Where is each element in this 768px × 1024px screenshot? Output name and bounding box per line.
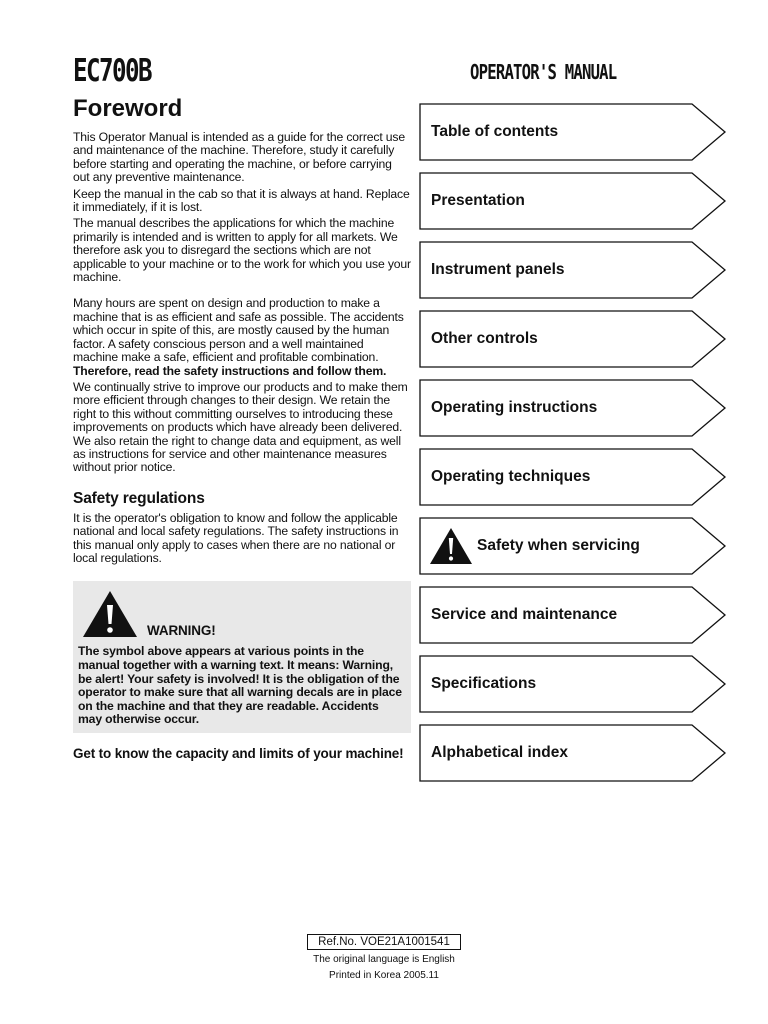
tab-label: Alphabetical index bbox=[431, 744, 568, 761]
tab-alphabetical-index[interactable] bbox=[419, 724, 727, 782]
tab-instrument-panels[interactable] bbox=[419, 241, 727, 299]
tab-presentation[interactable] bbox=[419, 172, 727, 230]
warning-triangle-icon bbox=[81, 589, 139, 639]
tab-label: Other controls bbox=[431, 330, 538, 347]
warning-triangle-icon bbox=[429, 527, 473, 565]
foreword-paragraph: The manual describes the applications for which the machine primarily is intended and is written to apply for all markets. We therefore ask you to disregard the sections which are not applicable to your machine or to the work for which you use your machine. bbox=[73, 216, 411, 285]
manual-title: OPERATOR'S MANUAL bbox=[470, 60, 617, 84]
foreword-column bbox=[73, 131, 411, 762]
tab-label: Presentation bbox=[431, 192, 525, 209]
language-note: The original language is English bbox=[313, 954, 455, 965]
tab-label: Table of contents bbox=[431, 123, 559, 140]
foreword-paragraph: We continually strive to improve our products and to make them more efficient through changes to their design. We retain the right to this without committing ourselves to introducing these improvements on products which have already been delivered. We also retain the right to change data and equipment, as well as instructions for service and other maintenance measures without prior notice. bbox=[73, 379, 408, 475]
foreword-title: Foreword bbox=[73, 95, 183, 122]
foreword-paragraph: This Operator Manual is intended as a guide for the correct use and maintenance of the machine. Therefore, study it carefully before starting and operating the machine, or before carrying out any preventive maintenance. bbox=[73, 130, 405, 185]
tab-label: Specifications bbox=[431, 675, 537, 692]
tab-other-controls[interactable] bbox=[419, 310, 727, 368]
chapter-navigation bbox=[419, 103, 727, 793]
foreword-emphasis: Therefore, read the safety instructions and follow them. bbox=[73, 363, 387, 378]
model-title: EC700B bbox=[73, 53, 151, 89]
reference-number: Ref.No. VOE21A1001541 bbox=[307, 934, 461, 950]
safety-title: Safety regulations bbox=[73, 489, 205, 507]
print-note: Printed in Korea 2005.11 bbox=[329, 970, 439, 981]
closing-statement: Get to know the capacity and limits of your machine! bbox=[73, 745, 404, 761]
foreword-paragraph: Keep the manual in the cab so that it is always at hand. Replace it immediately, if it is lost. bbox=[73, 186, 410, 215]
foreword-paragraph bbox=[73, 297, 411, 377]
safety-text: It is the operator's obligation to know and follow the applicable national and local safety regulations. The safety instructions in this manual only apply to cases when there are no national or local regulations. bbox=[73, 510, 399, 566]
tab-label: Instrument panels bbox=[431, 261, 565, 278]
warning-text: The symbol above appears at various points in the manual together with a warning text. It means: Warning, be alert! Your safety is involved! It is the obligation of the operator to make sure that all warning decals are in place on the machine and that they are readable. Accidents may otherwise occur. bbox=[78, 644, 402, 727]
foreword-paragraph-text: Many hours are spent on design and production to make a machine that is as efficient and safe as possible. The accidents which occur in spite of this, are mostly caused by the human factor. A safety conscious person and a well maintained machine make a safe, efficient and profitable combination. bbox=[73, 296, 404, 365]
warning-box bbox=[73, 581, 411, 733]
tab-specifications[interactable] bbox=[419, 655, 727, 713]
warning-label: WARNING! bbox=[147, 623, 216, 639]
tab-operating-techniques[interactable] bbox=[419, 448, 727, 506]
tab-safety-when-servicing[interactable] bbox=[419, 517, 727, 575]
tab-label: Service and maintenance bbox=[431, 606, 618, 623]
tab-label: Safety when servicing bbox=[477, 537, 640, 554]
tab-table-of-contents[interactable] bbox=[419, 103, 727, 161]
tab-label: Operating techniques bbox=[431, 468, 591, 485]
tab-label: Operating instructions bbox=[431, 399, 598, 416]
footer bbox=[250, 934, 518, 984]
tab-service-and-maintenance[interactable] bbox=[419, 586, 727, 644]
tab-operating-instructions[interactable] bbox=[419, 379, 727, 437]
